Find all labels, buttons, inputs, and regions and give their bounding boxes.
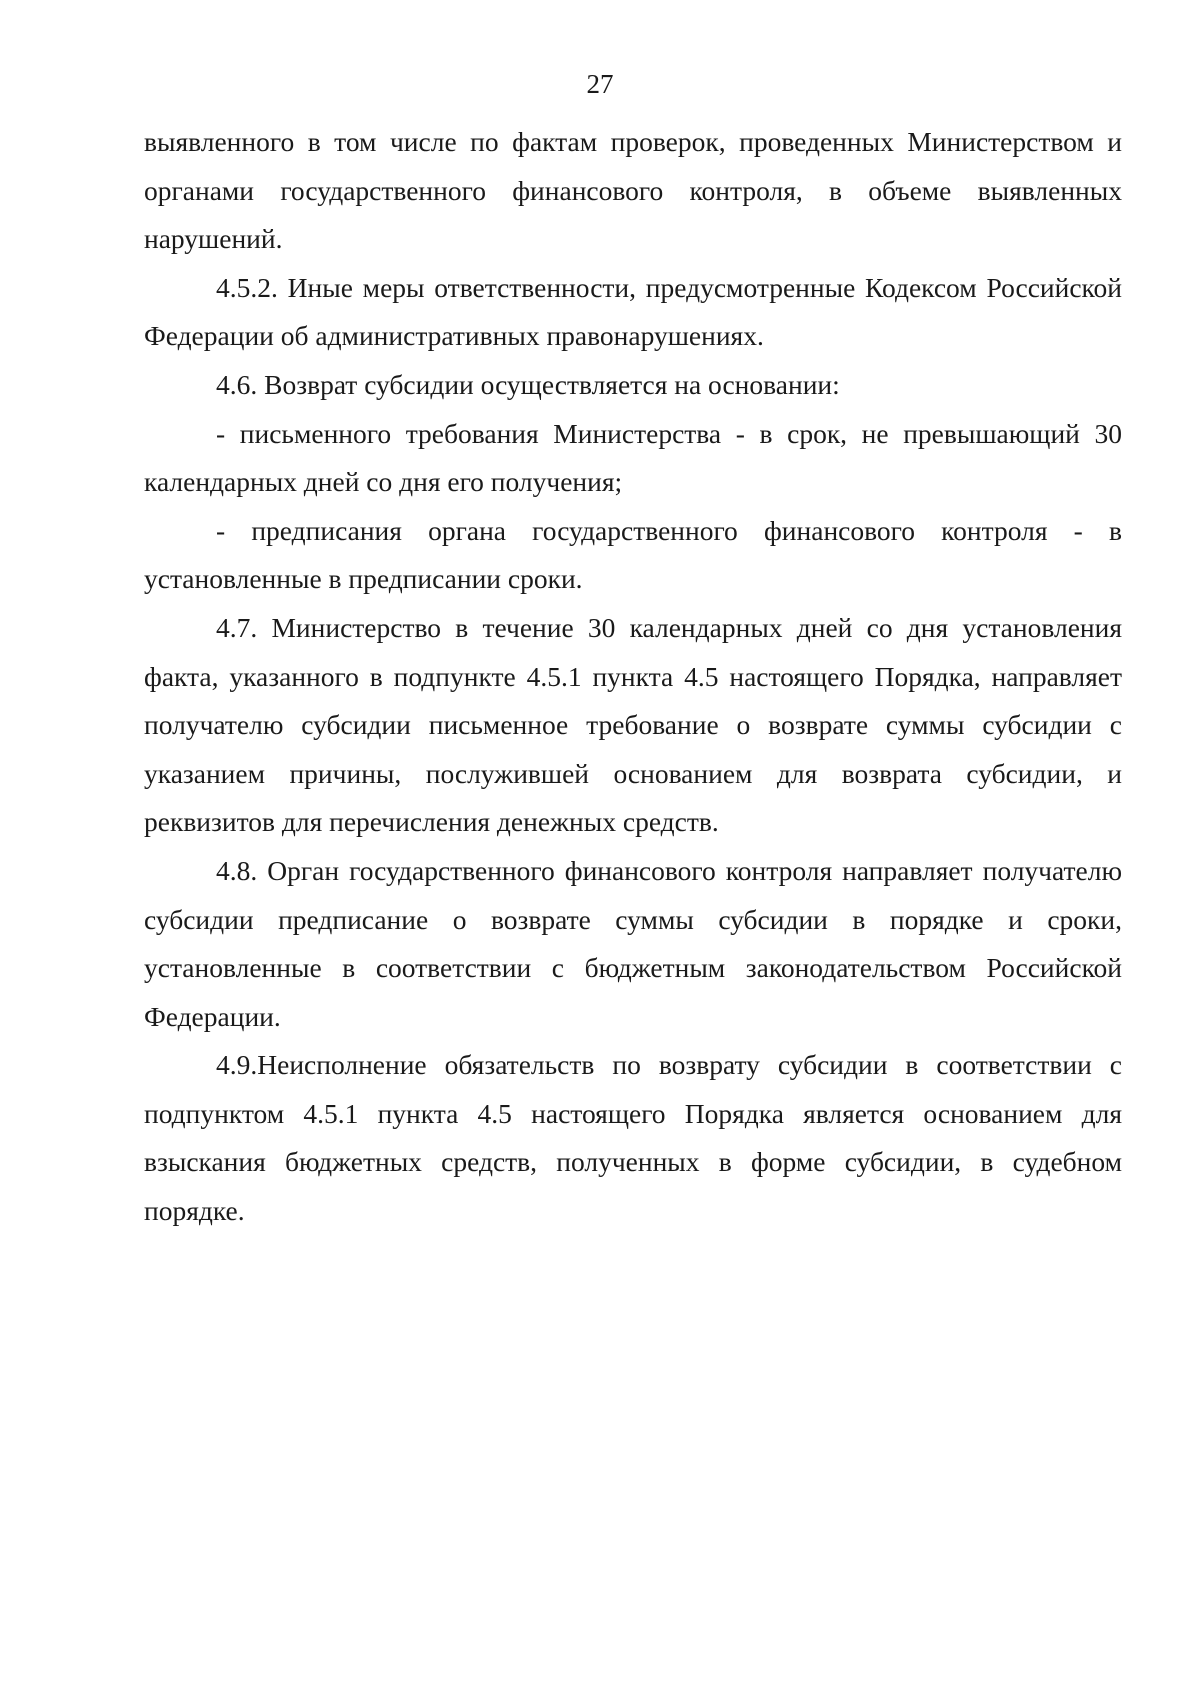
paragraph-continuation: выявленного в том числе по фактам проверок, проведенных Министерством и органами государственного финансового контроля, в объеме выявленных нарушений. xyxy=(144,126,1122,255)
paragraph-4-9: 4.9.Неисполнение обязательств по возврату субсидии в соответствии с подпунктом 4.5.1 пункта 4.5 настоящего Порядка является основанием для взыскания бюджетных средств, полученных в форме субсидии, в судебном порядке. xyxy=(144,1049,1122,1227)
list-item-order: - предписания органа государственного финансового контроля - в установленные в предписании сроки. xyxy=(144,514,1122,595)
paragraph-4-7: 4.7. Министерство в течение 30 календарных дней со дня установления факта, указанного в подпункте 4.5.1 пункта 4.5 настоящего Порядка, направляет получателю субсидии письменное требование о возврате суммы субсидии с указанием причины, послужившей основанием для возврата субсидии, и реквизитов для перечисления денежных средств. xyxy=(144,611,1122,838)
paragraph-4-5-2: 4.5.2. Иные меры ответственности, предусмотренные Кодексом Российской Федерации об административных правонарушениях. xyxy=(144,271,1122,352)
document-body xyxy=(144,118,1122,1236)
paragraph-4-6: 4.6. Возврат субсидии осуществляется на основании: xyxy=(216,368,840,400)
paragraph-4-8: 4.8. Орган государственного финансового контроля направляет получателю субсидии предписание о возврате суммы субсидии в порядке и сроки, установленные в соответствии с бюджетным законодательством Российской Федерации. xyxy=(144,854,1122,1032)
list-item-written-demand: - письменного требования Министерства - в срок, не превышающий 30 календарных дней со дня его получения; xyxy=(144,417,1122,498)
page-number: 27 xyxy=(586,69,614,99)
